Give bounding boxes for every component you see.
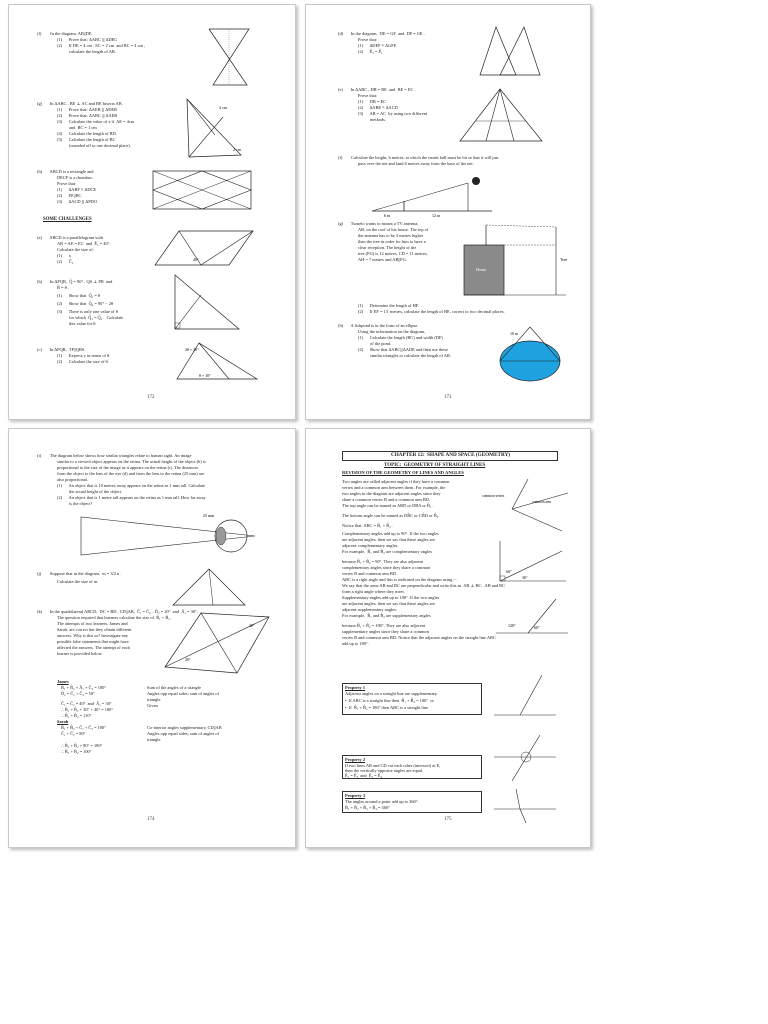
text-line: ∴ B̂₁ + B̂₂ = 100° xyxy=(61,749,92,754)
text-line: Calculate the size of m. xyxy=(57,579,99,584)
property-2-line-1: If two lines AB and CD cut each other (intersect) at E, xyxy=(345,763,441,768)
text-line: Sum of the angles of a triangle xyxy=(147,685,201,690)
text-line: clear reception. The height of the xyxy=(358,245,417,250)
label-theta-10: θ + 10° xyxy=(199,373,211,378)
text-line: B̂₁ + B̂₂ + Â₁ + Ĉ₂ = 180° xyxy=(61,685,107,690)
text-line: pass over the net and land 6 metres away from the base of the net. xyxy=(358,161,474,166)
text-line: (2) Ĉ₂ xyxy=(57,259,74,264)
text-line: Prove that: xyxy=(358,37,378,42)
text-line: complementary angles since they share a common xyxy=(342,565,431,570)
property-1-box xyxy=(342,683,482,715)
text-line: Two angles are called adjacent angles if they have a common xyxy=(342,479,450,484)
property-1-line-3: • If B̂₁ + B̂₂ = 180° then ABC is a straight line xyxy=(345,705,429,710)
label-40deg: 40° xyxy=(193,257,199,262)
label-25mm: 25 mm xyxy=(203,513,215,518)
text-line: Complementary angles add up to 90°. If the two angles xyxy=(342,531,439,536)
figure-parallelogram-a xyxy=(149,227,259,269)
label-2cm: 2 cm xyxy=(233,147,241,152)
label-2theta-40: 2θ + 40° xyxy=(185,347,199,352)
text-line: AB = AE = EC and Ê₁ = 40°. xyxy=(57,241,111,246)
figure-complementary-angles xyxy=(492,537,572,587)
text-line: Ĉ₁ = Ĉ₂ = 40° and Â₁ = 30° xyxy=(61,701,112,706)
text-line: (3) AB = AC by using two different xyxy=(358,111,428,116)
text-line: calculate the length of AB. xyxy=(69,49,116,54)
figure-property-1 xyxy=(490,669,560,723)
property-2-box xyxy=(342,755,482,779)
text-line: (k) In the quadrilateral ABCD, DC = BD , CD||AB, Ĉ₁ = Ĉ₂ , D̂₂ = 20° and Â₁ = 30°. xyxy=(37,609,198,614)
property-2-line-3: Ê₁ = Ê₃ and Ê₂ = Ê₄ xyxy=(345,773,382,778)
label-10m: 10 m xyxy=(510,331,519,336)
text-line: (c) In ΔPQR, TP||QRS. xyxy=(37,347,86,352)
property-1-title: Property 1 xyxy=(345,685,366,690)
text-line: share a common vertex B and a common arm BD. xyxy=(342,497,431,502)
text-line: Supplementary angles add up to 180°. If the two angles xyxy=(342,595,440,600)
text-line: (d) In the diagram, DE = GF and DF = GE . xyxy=(338,31,425,36)
figure-supplementary-angles xyxy=(492,593,572,643)
property-2-title: Property 2 xyxy=(345,757,366,762)
text-line: (1) x xyxy=(57,253,71,258)
text-line: vertex and a common arm between them. For example, the xyxy=(342,485,446,490)
figure-triangle-c xyxy=(169,339,261,385)
figure-triangles-d xyxy=(476,23,546,79)
text-line: two angles in the diagram are adjacent angles since they xyxy=(342,491,441,496)
text-line: Prove that: xyxy=(57,181,77,186)
label-12m: 12 m xyxy=(432,213,441,218)
text-line: (1) Prove that: ΔAEB ||| ΔDEB xyxy=(57,107,117,112)
figure-isosceles-e xyxy=(456,85,546,147)
text-line: For example, B̂₁ and B̂₂ are complementary angles xyxy=(342,549,432,554)
text-line: (rounded off to one decimal place). xyxy=(69,143,131,148)
text-line: (1) An object that is 10 metres away appears on the retina as 1 mm tall. Calculate xyxy=(57,483,206,488)
text-line: Using the information on the diagram, xyxy=(358,329,426,334)
text-line: the antenna has to be 3 metres higher xyxy=(358,233,424,238)
text-line: triangle xyxy=(147,737,161,742)
figure-ellipse-pond-h xyxy=(496,323,566,385)
text-line: (1) DB = EC xyxy=(358,99,387,104)
text-line: than the tree in order for him to have a xyxy=(358,239,426,244)
text-line: also proportional. xyxy=(57,477,88,482)
text-line: add up to 180°. xyxy=(342,641,369,646)
label-30deg-175: 30° xyxy=(522,575,528,580)
label-house: House xyxy=(476,267,487,272)
label-common-vertex: common vertex xyxy=(482,494,505,498)
sarah-heading: Sarah xyxy=(57,719,69,724)
text-line: (1) ΔABF ≡ ΔDCE xyxy=(57,187,97,192)
text-line: D̂₂ = Ĉ₁ + Ĉ₂ = 50° xyxy=(61,691,95,696)
text-line: (4) Calculate the length of BD. xyxy=(57,131,117,136)
text-line: (i) The diagram below shows how similar triangles relate to human sight. An image xyxy=(37,453,192,458)
tennis-player-icon xyxy=(472,177,480,185)
james-heading: James xyxy=(57,679,69,684)
figure-property-3 xyxy=(490,785,560,825)
text-line: (b) In ΔPQR, Q̂ = 90° , QS ⊥ PR and xyxy=(37,279,113,284)
text-line: similar to a viewed object appears on the retina. The actual height of the object (h) is xyxy=(57,459,206,464)
text-line: The top angle can be named as ABD or DBA or B̂₁ . xyxy=(342,503,434,508)
chapter-title: CHAPTER 12: SHAPE AND SPACE (GEOMETRY) xyxy=(391,452,511,458)
page-172 xyxy=(8,4,296,420)
page-175 xyxy=(305,428,591,848)
text-line: the actual height of the object. xyxy=(69,489,123,494)
figure-eye-similar-triangles xyxy=(75,509,271,565)
text-line: The question required that learners calculate the size of B̂₁ + B̂₂ . xyxy=(57,615,173,620)
text-line: (1) Express y in terms of θ. xyxy=(57,353,111,358)
text-line: Prove that: xyxy=(358,93,378,98)
text-line: (1) Show that Q̂₁ = θ xyxy=(57,293,101,298)
text-line: (f) Calculate the height, h metres, at which the tennis ball must be hit so that it will just xyxy=(338,155,499,160)
text-line: (2) Show that ΔABC|||ΔADE and then use these xyxy=(358,347,448,352)
property-3-line-1: The angles around a point add up to 360°. xyxy=(345,799,419,804)
text-line: because B̂₁ + B̂₂ = 90°. They are also adjacent xyxy=(342,559,423,564)
property-3-title: Property 3 xyxy=(345,793,366,798)
text-line: ∴ B̂₁ + B̂₂ + 30° + 40° = 180° xyxy=(61,707,114,712)
text-line: (2) If EF = 13 metres, calculate the length of HE, correct to two decimal places. xyxy=(358,309,505,314)
text-line: of the pond. xyxy=(370,341,392,346)
text-line: (h) A fishpond is in the form of an ellipse. xyxy=(338,323,419,328)
text-line: supplementary angles since they share a common xyxy=(342,629,429,634)
text-line: (1) Calculate the length (BC) and width (DF) xyxy=(358,335,443,340)
text-line: Sarah, are correct but they obtain different xyxy=(57,627,132,632)
text-line: The bottom angle can be named as DB̂C or CB̂D or B̂₂ . xyxy=(342,513,441,518)
text-line: (a) ABCD is a parallelogram with xyxy=(37,235,103,240)
text-line: (1) ΔDEF ≡ ΔGFE xyxy=(358,43,397,48)
text-line: For example, B̂₁ and B̂₂ are supplementary angles xyxy=(342,613,431,618)
text-line: (f) In the diagram, AB||DE. xyxy=(37,31,93,36)
text-line: affected the answers. The attempt of each xyxy=(57,645,130,650)
topic-title: TOPIC: GEOMETRY OF STRAIGHT LINES xyxy=(384,463,486,468)
text-line: AB, on the roof of his house. The top of xyxy=(358,227,429,232)
text-line: adjacent supplementary angles. xyxy=(342,607,397,612)
text-line: ABC is a right angle and this is indicated on the diagram using ⌐. xyxy=(342,577,457,582)
page-174 xyxy=(8,428,296,848)
figure-right-triangle-b xyxy=(167,271,247,335)
some-challenges-heading: SOME CHALLENGES xyxy=(43,217,92,222)
figure-triangle-j xyxy=(169,565,249,609)
text-line: learner is provided below. xyxy=(57,651,103,656)
text-line: Given xyxy=(147,703,158,708)
page-number-173: 173 xyxy=(444,395,452,400)
text-line: Calculate the size of: xyxy=(57,247,94,252)
text-line: Notice that: ABC = B̂₁ + B̂₂ . xyxy=(342,523,393,528)
text-line: The attempts of two learners, James and xyxy=(57,621,128,626)
page-number-172: 172 xyxy=(147,395,155,400)
text-line: vertex B and common arm BD. xyxy=(342,571,398,576)
property-3-line-2: B̂₁ + B̂₂ + B̂₃ + B̂₄ = 360° xyxy=(345,805,390,810)
text-line: from the object to the lens of the eye (d) and from the lens to the retina (25 mm) are xyxy=(57,471,205,476)
text-line: proportional to the size of the image as it appears on the retina (r). The distances xyxy=(57,465,199,470)
text-line: possible false statements that might have xyxy=(57,639,129,644)
page-173 xyxy=(305,4,591,420)
label-common-arm: common arm xyxy=(532,500,552,504)
label-60deg: 60° xyxy=(506,569,512,574)
text-line: (2) FE||BC xyxy=(57,193,82,198)
text-line: (5) Calculate the length of BC xyxy=(57,137,116,142)
label-6m: 6 m xyxy=(384,213,391,218)
text-line: (2) An object that is 1 metre tall appears on the retina as 1 mm tall. How far away xyxy=(57,495,206,500)
text-line: (3) ΔACD ||| ΔPDO xyxy=(57,199,97,204)
text-line: (h) ABCD is a rectangle and xyxy=(37,169,94,174)
label-20deg: 20° xyxy=(185,657,191,662)
text-line: (g) Tsonelo wants to mount a TV antenna, xyxy=(338,221,419,226)
figure-house-tree-g xyxy=(456,221,581,303)
label-tree: Tree xyxy=(560,257,568,262)
text-line: R̂ = θ . xyxy=(57,285,69,290)
text-line: because B̂₁ + B̂₂ = 180°. They are also adjacent xyxy=(342,623,426,628)
text-line: this value for θ. xyxy=(69,321,97,326)
property-1-line-2: • If ABC is a straight line then B̂₁ + B̂₂ = 180° or xyxy=(345,698,434,703)
figure-adjacent-angles xyxy=(482,475,572,537)
text-line: ∴ B̂₁ + B̂₂ + 80° = 180° xyxy=(61,743,103,748)
label-30deg: 30° xyxy=(249,623,255,628)
text-line: (2) Prove that: ΔABC ||| ΔAEB xyxy=(57,113,118,118)
text-line: methods. xyxy=(370,117,386,122)
text-line: B̂₁ + B̂₂ + Ĉ₁ + Ĉ₂ = 180° xyxy=(61,725,106,730)
figure-rectangle-rhombus-h xyxy=(147,167,257,215)
text-line: Co-interior angles supplementary, CD||AB xyxy=(147,725,222,730)
label-120deg: 120° xyxy=(508,623,516,628)
text-line: Angles opp equal sides; sum of angles of xyxy=(147,691,220,696)
property-2-line-2: then the vertically opposite angles are equal. xyxy=(345,768,424,773)
text-line: similar triangles to calculate the length of AB. xyxy=(370,353,451,358)
text-line: for which Q̂₁ = Q̂₂ . Calculate xyxy=(69,315,124,320)
text-line: (2) If DE = 4 cm , EC = 2 cm and BC = 4 cm , xyxy=(57,43,146,48)
text-line: answers. Why is this so? Investigate any xyxy=(57,633,129,638)
text-line: Ĉ₁ + Ĉ₂ = 80° xyxy=(61,731,86,736)
text-line: (1) Prove that: ΔABC ||| ΔDEC xyxy=(57,37,118,42)
text-line: are adjacent angles, then we say that these angles are xyxy=(342,601,435,606)
figure-similar-triangles-f xyxy=(199,23,259,93)
label-4cm: 4 cm xyxy=(219,105,227,110)
chapter-title-box xyxy=(342,451,558,461)
text-line: tree (FG) is 12 metres, CD = 11 metres, xyxy=(358,251,428,256)
text-line: AH = 7 metres and AB||FG. xyxy=(358,257,407,262)
text-line: (1) Determine the length of HF. xyxy=(358,303,419,308)
text-line: (g) In ΔABC , BE ⊥ AC and BE bisects AB. xyxy=(37,101,123,106)
text-line: and BC = 1 cm xyxy=(69,125,97,130)
text-line: (2) Calculate the size of θ. xyxy=(57,359,109,364)
figure-triangle-g xyxy=(179,95,249,163)
text-line: (2) ΔABE ≡ ΔACD xyxy=(358,105,398,110)
text-line: (2) Ê₁ = F̂₁ xyxy=(358,49,383,54)
property-3-box xyxy=(342,791,482,813)
text-line: DECF is a rhombus. xyxy=(57,175,93,180)
text-line: form a right angle where they meet. xyxy=(342,589,405,594)
property-1-line-1: Adjacent angles on a straight line are supplementary. xyxy=(345,691,438,696)
text-line: adjacent complementary angles. xyxy=(342,543,399,548)
text-line: Angles opp equal sides; sum of angles of xyxy=(147,731,220,736)
text-line: We say that the arms AB and BC are perpendicular and write this as AB ⊥ BC . AB and BC xyxy=(342,583,506,588)
page-number-174: 174 xyxy=(147,817,155,822)
revision-title: REVISION OF THE GEOMETRY OF LINES AND ANGLES xyxy=(342,470,464,475)
text-line: (j) Suppose that in the diagram, m = 3/2 n . xyxy=(37,571,122,576)
text-line: (3) Calculate the value of x if AE = 4cm xyxy=(57,119,135,124)
text-line: (3) There is only one value of θ xyxy=(57,309,118,314)
figure-tennis-net-f xyxy=(368,173,498,219)
text-line: (e) In ΔABC , DB = BE and BE = EC . xyxy=(338,87,416,92)
figure-property-2 xyxy=(490,731,560,785)
text-line: ∴ B̂₁ + B̂₂ = 110° xyxy=(61,713,92,718)
page-number-175: 175 xyxy=(444,817,452,822)
label-60deg-b: 60° xyxy=(534,625,540,630)
text-line: is the object? xyxy=(69,501,93,506)
text-line: vertex B and common arm BD. Notice that the adjacent angles on the straight line ABC xyxy=(342,635,496,640)
text-line: triangle xyxy=(147,697,161,702)
text-line: are adjacent angles, then we say that these angles are xyxy=(342,537,435,542)
figure-quadrilateral-k xyxy=(157,607,277,679)
text-line: (2) Show that Q̂₂ = 90° − 2θ xyxy=(57,301,114,306)
